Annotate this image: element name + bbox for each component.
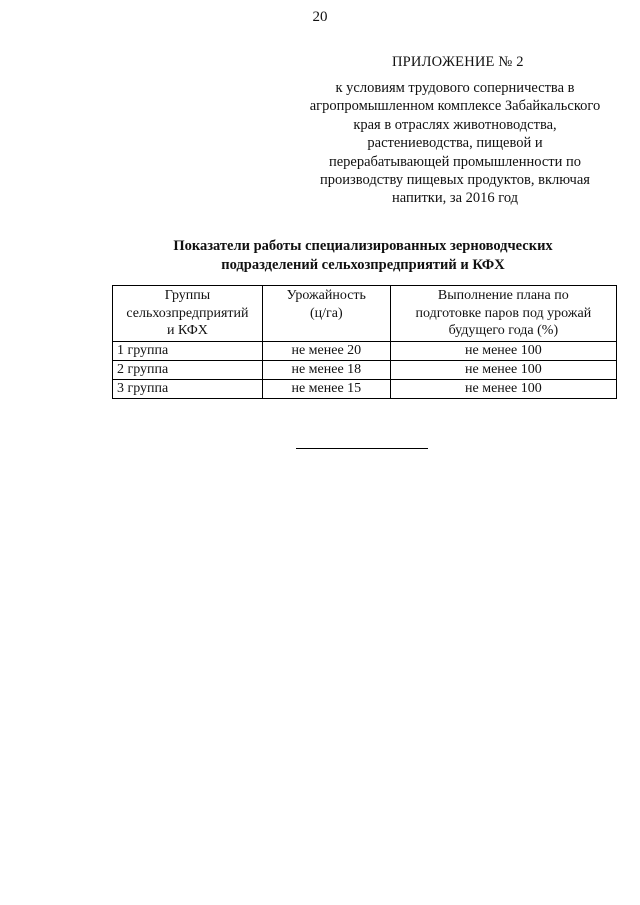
header-line: Урожайность [286, 288, 366, 303]
table-row [113, 341, 617, 360]
table-row [113, 360, 617, 379]
header-line: подготовке паров под урожай [415, 305, 592, 321]
appendix-line: края в отраслях животноводства, [353, 116, 557, 133]
yield-cell: не менее 15 [262, 379, 390, 398]
appendix-line: к условиям трудового соперничества в [335, 80, 575, 96]
yield-cell: не менее 20 [262, 341, 390, 360]
plan-cell: не менее 100 [390, 341, 616, 360]
header-line: (ц/га) [309, 305, 343, 321]
appendix-text [296, 79, 614, 208]
appendix-line: перерабатывающей промышленности по [328, 153, 582, 170]
page-number: 20 [312, 9, 328, 25]
header-yield [262, 286, 390, 342]
plan-cell: не менее 100 [390, 360, 616, 379]
appendix-line: агропромышленном комплексе Забайкальского [309, 98, 601, 115]
appendix-line: производству пищевых продуктов, включая [320, 172, 590, 189]
header-line: и КФХ [167, 323, 208, 338]
appendix-title: ПРИЛОЖЕНИЕ № 2 [392, 54, 524, 70]
group-cell: 3 группа [113, 379, 263, 398]
group-cell: 2 группа [113, 360, 263, 379]
appendix-line: растениеводства, пищевой и [367, 135, 543, 152]
yield-cell: не менее 18 [262, 360, 390, 379]
table-title-line: подразделений сельхозпредприятий и КФХ [221, 256, 505, 273]
header-line: Группы [164, 288, 211, 303]
header-line: сельхозпредприятий [126, 305, 249, 321]
header-plan [390, 286, 616, 342]
group-cell: 1 группа [113, 341, 263, 360]
divider-line [296, 448, 428, 449]
table-row [113, 379, 617, 398]
header-line: Выполнение плана по [437, 288, 569, 303]
table-title [110, 237, 616, 274]
header-groups [113, 286, 263, 342]
header-line: будущего года (%) [448, 323, 559, 338]
table-title-line: Показатели работы специализированных зерноводческих [173, 238, 553, 254]
indicators-table [112, 285, 617, 399]
plan-cell: не менее 100 [390, 379, 616, 398]
appendix-line: напитки, за 2016 год [391, 190, 519, 207]
table-header-row [113, 286, 617, 342]
